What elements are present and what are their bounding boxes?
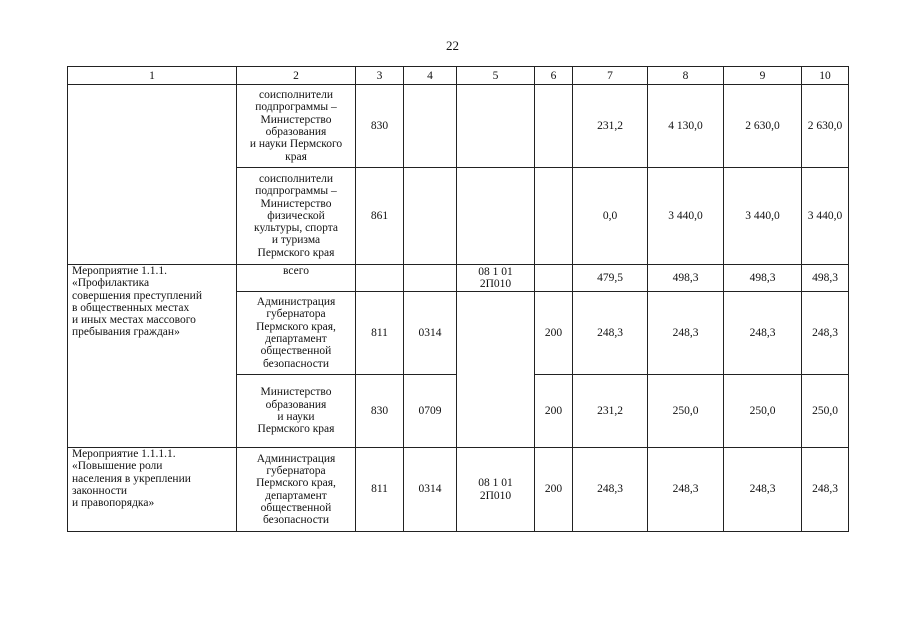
executor-cell: соисполнители подпрограммы – Министерство физической культуры, спорта и туризма Пермского края (237, 168, 356, 265)
value-cell: 250,0 (724, 375, 802, 448)
executor-cell: соисполнители подпрограммы – Министерство образования и науки Пермского края (237, 85, 356, 168)
header-cell: 7 (573, 67, 648, 85)
table-header-row (68, 67, 849, 85)
header-cell: 1 (68, 67, 237, 85)
value-cell: 250,0 (648, 375, 724, 448)
expense-type-cell (535, 85, 573, 168)
value-cell: 3 440,0 (724, 168, 802, 265)
code-cell: 861 (356, 168, 404, 265)
section-cell: 0314 (404, 292, 457, 375)
expense-type-cell: 200 (535, 448, 573, 532)
target-article-cell (457, 292, 535, 448)
value-cell: 231,2 (573, 375, 648, 448)
executor-cell: Администрация губернатора Пермского края, департамент общественной безопасности (237, 448, 356, 532)
value-cell: 248,3 (648, 292, 724, 375)
header-cell: 3 (356, 67, 404, 85)
value-cell: 2 630,0 (802, 85, 849, 168)
value-cell: 0,0 (573, 168, 648, 265)
value-cell: 231,2 (573, 85, 648, 168)
page-number: 22 (446, 38, 459, 53)
target-article-cell: 08 1 01 2П010 (457, 265, 535, 292)
header-cell: 2 (237, 67, 356, 85)
code-cell (356, 265, 404, 292)
executor-cell: Министерство образования и науки Пермского края (237, 375, 356, 448)
value-cell: 250,0 (802, 375, 849, 448)
value-cell: 248,3 (802, 292, 849, 375)
event-cell: Мероприятие 1.1.1.1. «Повышение роли населения в укреплении законности и правопорядка» (68, 448, 237, 532)
value-cell: 248,3 (724, 292, 802, 375)
section-cell (404, 265, 457, 292)
header-cell: 5 (457, 67, 535, 85)
target-article-cell (457, 168, 535, 265)
section-cell: 0314 (404, 448, 457, 532)
code-cell: 830 (356, 375, 404, 448)
expense-type-cell (535, 168, 573, 265)
budget-table (67, 66, 849, 532)
value-cell: 3 440,0 (648, 168, 724, 265)
value-cell: 248,3 (573, 448, 648, 532)
value-cell: 498,3 (802, 265, 849, 292)
section-cell (404, 168, 457, 265)
table-row (68, 448, 849, 532)
header-cell: 6 (535, 67, 573, 85)
value-cell: 3 440,0 (802, 168, 849, 265)
table-row (68, 85, 849, 168)
value-cell: 248,3 (724, 448, 802, 532)
executor-cell: всего (237, 265, 356, 292)
event-cell (68, 85, 237, 265)
value-cell: 498,3 (648, 265, 724, 292)
value-cell: 248,3 (648, 448, 724, 532)
code-cell: 830 (356, 85, 404, 168)
value-cell: 248,3 (573, 292, 648, 375)
executor-cell: Администрация губернатора Пермского края, департамент общественной безопасности (237, 292, 356, 375)
header-cell: 4 (404, 67, 457, 85)
header-cell: 8 (648, 67, 724, 85)
value-cell: 2 630,0 (724, 85, 802, 168)
header-cell: 9 (724, 67, 802, 85)
expense-type-cell: 200 (535, 375, 573, 448)
value-cell: 248,3 (802, 448, 849, 532)
value-cell: 498,3 (724, 265, 802, 292)
expense-type-cell (535, 265, 573, 292)
event-cell: Мероприятие 1.1.1. «Профилактика совершения преступлений в общественных местах и иных местах массового пребывания граждан» (68, 265, 237, 448)
code-cell: 811 (356, 448, 404, 532)
target-article-cell (457, 85, 535, 168)
header-cell: 10 (802, 67, 849, 85)
expense-type-cell: 200 (535, 292, 573, 375)
section-cell: 0709 (404, 375, 457, 448)
section-cell (404, 85, 457, 168)
value-cell: 4 130,0 (648, 85, 724, 168)
value-cell: 479,5 (573, 265, 648, 292)
target-article-cell: 08 1 01 2П010 (457, 448, 535, 532)
code-cell: 811 (356, 292, 404, 375)
table-row (68, 265, 849, 292)
